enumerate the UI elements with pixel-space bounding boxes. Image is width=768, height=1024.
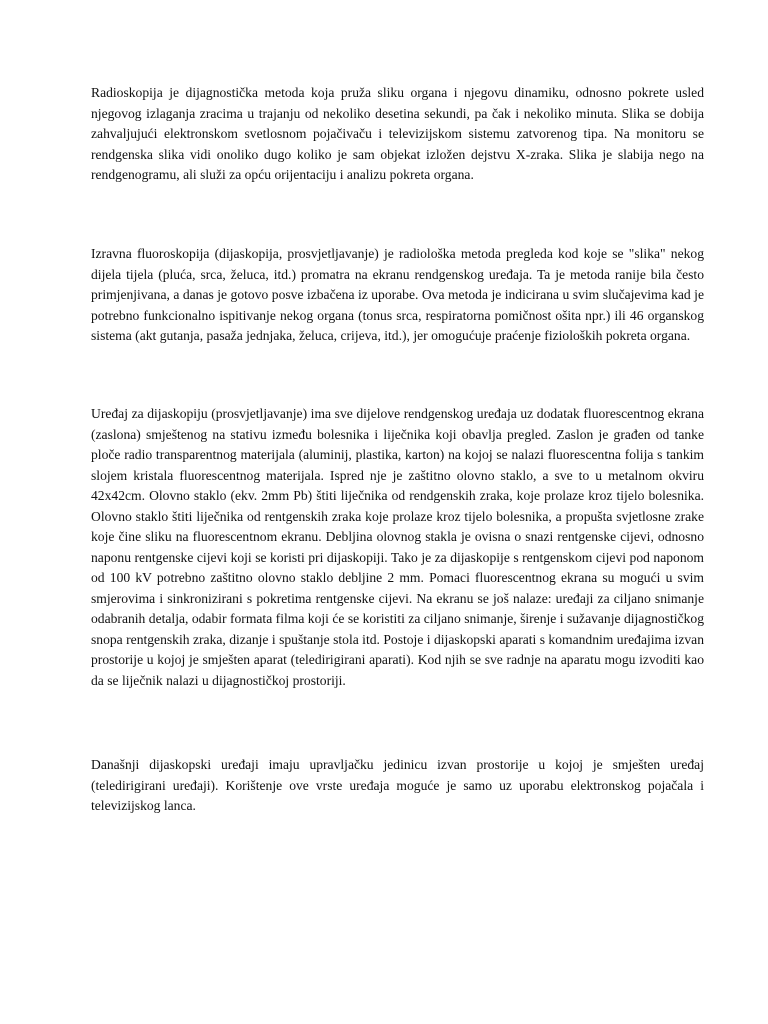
paragraph-izravna-fluoroskopija: Izravna fluoroskopija (dijaskopija, prosvjetljavanje) je radiološka metoda pregleda kod koje se "slika" nekog dijela tijela (pluća, srca, želuca, itd.) promatra na ekranu rendgenskog uređaja. Ta je metoda ranije bila često primjenjivana, a danas je gotovo posve izbačena iz uporabe. Ova metoda je indicirana u svim slučajevima kad je potrebno funkcionalno ispitivanje nekog organa (tonus srca, respiratorna pomičnost ošita npr.) ili 46 organskog sistema (akt gutanja, pasaža jednjaka, želuca, crijeva, itd.), jer omogućuje praćenje fizioloških pokreta organa. bbox=[91, 246, 704, 343]
paragraph-uredaj-za-dijaskopiju: Uređaj za dijaskopiju (prosvjetljavanje) ima sve dijelove rendgenskog uređaja uz dodatak fluorescentnog ekrana (zaslona) smještenog na stativu između bolesnika i liječnika koji obavlja pregled. Zaslon je građen od tanke ploče radio transparentnog materijala (aluminij, plastika, karton) na kojoj se nalazi fluorescentna folija s tankim slojem kristala fluorescentnog materijala. Ispred nje je zaštitno olovno staklo, a sve to u metalnom okviru 42x42cm. Olovno staklo (ekv. 2mm Pb) štiti liječnika od rendgenskih zraka, koje prolaze kroz tijelo bolesnika. Olovno staklo štiti liječnika od rentgenskih zraka koje prolaze kroz tijelo bolesnika, a propušta svjetlosne zrake koje čine sliku na fluorescentnom ekranu. Debljina olovnog stakla je ovisna o snazi rentgenske cijevi, odnosno naponu rentgenske cijevi koji se koristi pri dijaskopiji. Tako je za dijaskopije s rentgenskom cijevi pod naponom od 100 kV potrebno zaštitno olovno staklo debljine 2 mm. Pomaci fluorescentnog ekrana su mogući u svim smjerovima i sinkronizirani s pokretima rentgenske cijevi. Na ekranu se još nalaze: uređaji za ciljano snimanje odabranih detalja, odabir formata filma koji će se koristiti za ciljano snimanje, širenje i sužavanje dijagnostičkog snopa rentgenskih zraka, dizanje i spuštanje stola itd. Postoje i dijaskopski aparati s komandnim uređajima izvan prostorije u kojoj je smješten aparat (teledirigirani aparati). Kod njih se sve radnje na aparatu mogu izvoditi kao da se liječnik nalazi u dijagnostičkoj prostoriji. bbox=[91, 406, 704, 688]
paragraph-radioskopija: Radioskopija je dijagnostička metoda koja pruža sliku organa i njegovu dinamiku, odnosno pokrete usled njegovog izlaganja zracima u trajanju od nekoliko desetina sekundi, pa čak i nekoliko minuta. Slika se dobija zahvaljujući elektronskom svetlosnom pojačivaču i televizijskom sistemu zatvorenog tipa. Na monitoru se rendgenska slika vidi onoliko dugo koliko je sam objekat izložen dejstvu X-zraka. Slika je slabija nego na rendgenogramu, ali služi za opću orijentaciju i analizu pokreta organa. bbox=[91, 85, 704, 182]
paragraph-danasnji-uredaji: Današnji dijaskopski uređaji imaju upravljačku jedinicu izvan prostorije u kojoj je smješten uređaj (teledirigirani uređaji). Korištenje ove vrste uređaja moguće je samo uz uporabu elektronskog pojačala i televizijskog lanca. bbox=[91, 757, 704, 813]
